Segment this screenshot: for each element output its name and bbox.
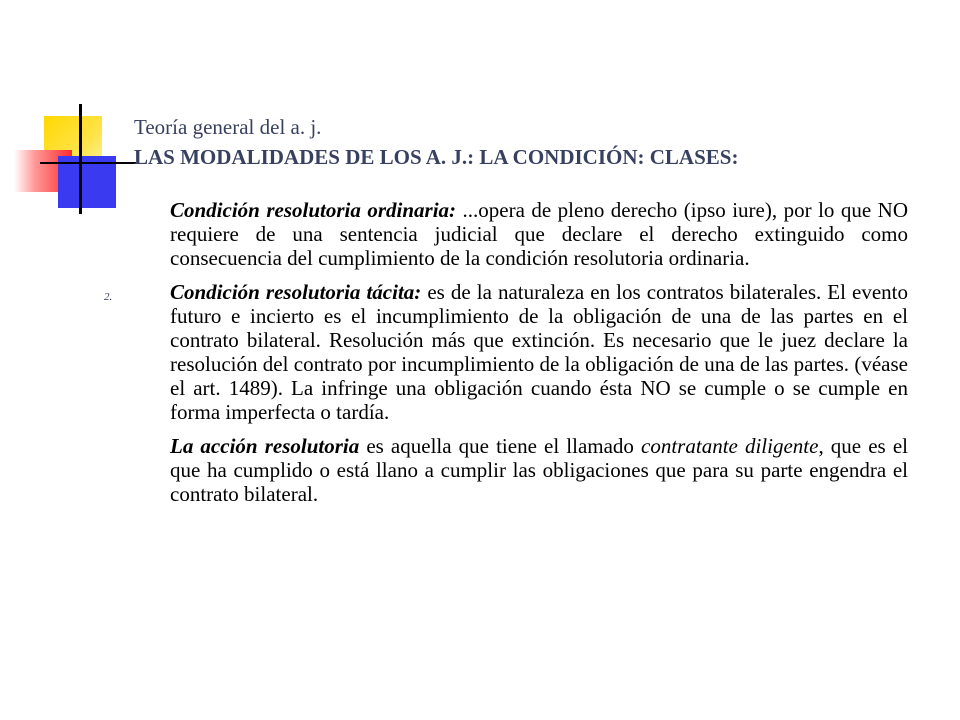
logo-horizontal-line [40, 162, 136, 164]
paragraph-lead: La acción resolutoria [170, 434, 360, 458]
slide-title [134, 112, 934, 172]
paragraph-italic-term: contratante diligente [641, 434, 819, 458]
paragraph-lead: Condición resolutoria tácita: [170, 280, 422, 304]
paragraph-text: , que es el que ha cumplido o está llano a cumplir las obligaciones que para su parte engendra el contrato bilateral. [170, 434, 908, 506]
logo-vertical-line [79, 104, 82, 214]
title-subject: Teoría general del a. j. [134, 115, 322, 139]
decorative-logo [0, 0, 140, 230]
paragraph-resolutoria-tacita [104, 280, 908, 424]
slide-body [104, 198, 909, 516]
paragraph-text: es aquella que tiene el llamado [359, 434, 642, 458]
paragraph-text: ...opera de pleno derecho (ipso iure), por lo que NO requiere de una sentencia judicial que declare el derecho extinguido como consecuencia del cumplimiento de la condición resolutoria ordinaria. [170, 198, 909, 270]
paragraph-lead: Condición resolutoria ordinaria: [170, 198, 457, 222]
paragraph-accion-resolutoria [170, 434, 908, 506]
paragraph-text: es de la naturaleza en los contratos bilaterales. El evento futuro e incierto es el incumplimiento de la obligación de una de las partes en el contrato bilateral. Resolución más que extinción. Es necesario que le juez declare la resolución del contrato por incumplimiento de la obligación de una de las partes. (véase el art. 1489). La infringe una obligación cuando ésta NO se cumple o se cumple en forma imperfecta o tardía. [170, 280, 908, 424]
paragraph-resolutoria-ordinaria [170, 198, 908, 270]
list-number: 2. [104, 291, 113, 303]
title-heading: LAS MODALIDADES DE LOS A. J.: LA CONDICIÓN: CLASES: [134, 145, 739, 169]
